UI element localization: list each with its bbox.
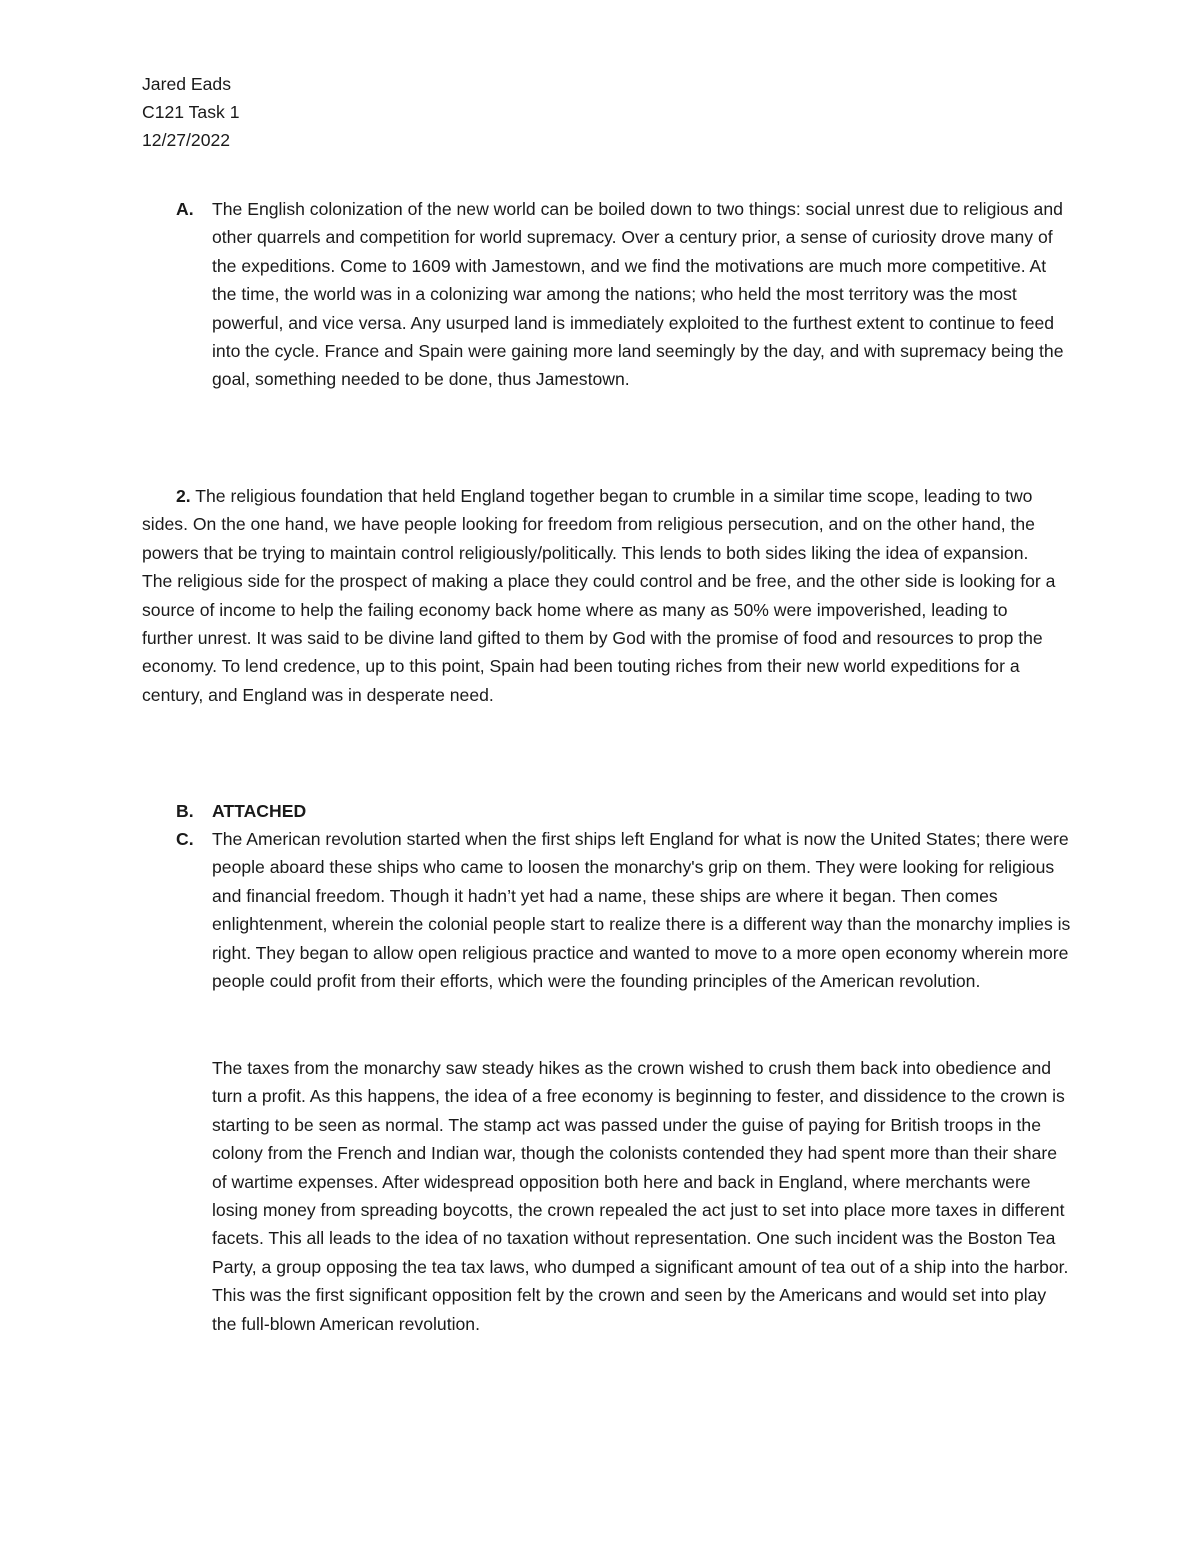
section-c-marker: C. bbox=[176, 829, 194, 849]
author-name: Jared Eads bbox=[142, 74, 231, 94]
section-a-text: The English colonization of the new world can be boiled down to two things: social unrest due to religious and other quarrels and competition for world supremacy. Over a century prior, a sense of curiosity drove many of the expeditions. Come to 1609 with Jamestown, and we find the motivations are much more competitive. At the time, the world was in a colonizing war among the nations; who held the most territory was the most powerful, and vice versa. Any usurped land is immediately exploited to the furthest extent to continue to feed into the cycle. France and Spain were gaining more land seemingly by the day, and with supremacy being the goal, something needed to be done, thus Jamestown. bbox=[212, 199, 1064, 390]
section-c-paragraph-2: The taxes from the monarchy saw steady hikes as the crown wished to crush them back into obedience and turn a profit. As this happens, the idea of a free economy is beginning to fester, and dissidence to the crown is starting to be seen as normal. The stamp act was passed under the guise of paying for British troops in the colony from the French and Indian war, though the colonists contended they had spent more than their share of wartime expenses. After widespread opposition both here and back in England, where merchants were losing money from spreading boycotts, the crown repealed the act just to set into place more taxes in different facets. This all leads to the idea of no taxation without representation. One such incident was the Boston Tea Party, a group opposing the tea tax laws, who dumped a significant amount of tea out of a ship into the harbor. This was the first significant opposition felt by the crown and seen by the Americans and would set into play the full-blown American revolution. bbox=[212, 1058, 1069, 1334]
section-2-text: The religious foundation that held England together began to crumble in a similar time scope, leading to two sides. On the one hand, we have people looking for freedom from religious persecution, and on the other hand, the powers that be trying to maintain control religiously/politically. This lends to both sides liking the idea of expansion. The religious side for the prospect of making a place they could control and be free, and the other side is looking for a source of income to help the failing economy back home where as many as 50% were impoverished, leading to further unrest. It was said to be divine land gifted to them by God with the promise of food and resources to prop the economy. To lend credence, up to this point, Spain had been touting riches from their new world expeditions for a century, and England was in desperate need. bbox=[142, 486, 1056, 705]
section-c-paragraph-1: The American revolution started when the first ships left England for what is now the United States; there were people aboard these ships who came to loosen the monarchy's grip on them. They were looking for religious and financial freedom. Though it hadn’t yet had a name, these ships are where it began. Then comes enlightenment, wherein the colonial people start to realize there is a different way than the monarchy implies is right. They began to allow open religious practice and wanted to move to a more open economy wherein more people could profit from their efforts, which were the founding principles of the American revolution. bbox=[212, 829, 1071, 992]
section-b-marker: B. bbox=[176, 801, 194, 821]
document-date: 12/27/2022 bbox=[142, 130, 231, 150]
course-title: C121 Task 1 bbox=[142, 102, 240, 122]
section-2-marker: 2. bbox=[176, 486, 191, 506]
section-a-marker: A. bbox=[176, 199, 194, 219]
section-b-text: ATTACHED bbox=[212, 801, 307, 821]
section-2-paragraph bbox=[142, 482, 1060, 709]
